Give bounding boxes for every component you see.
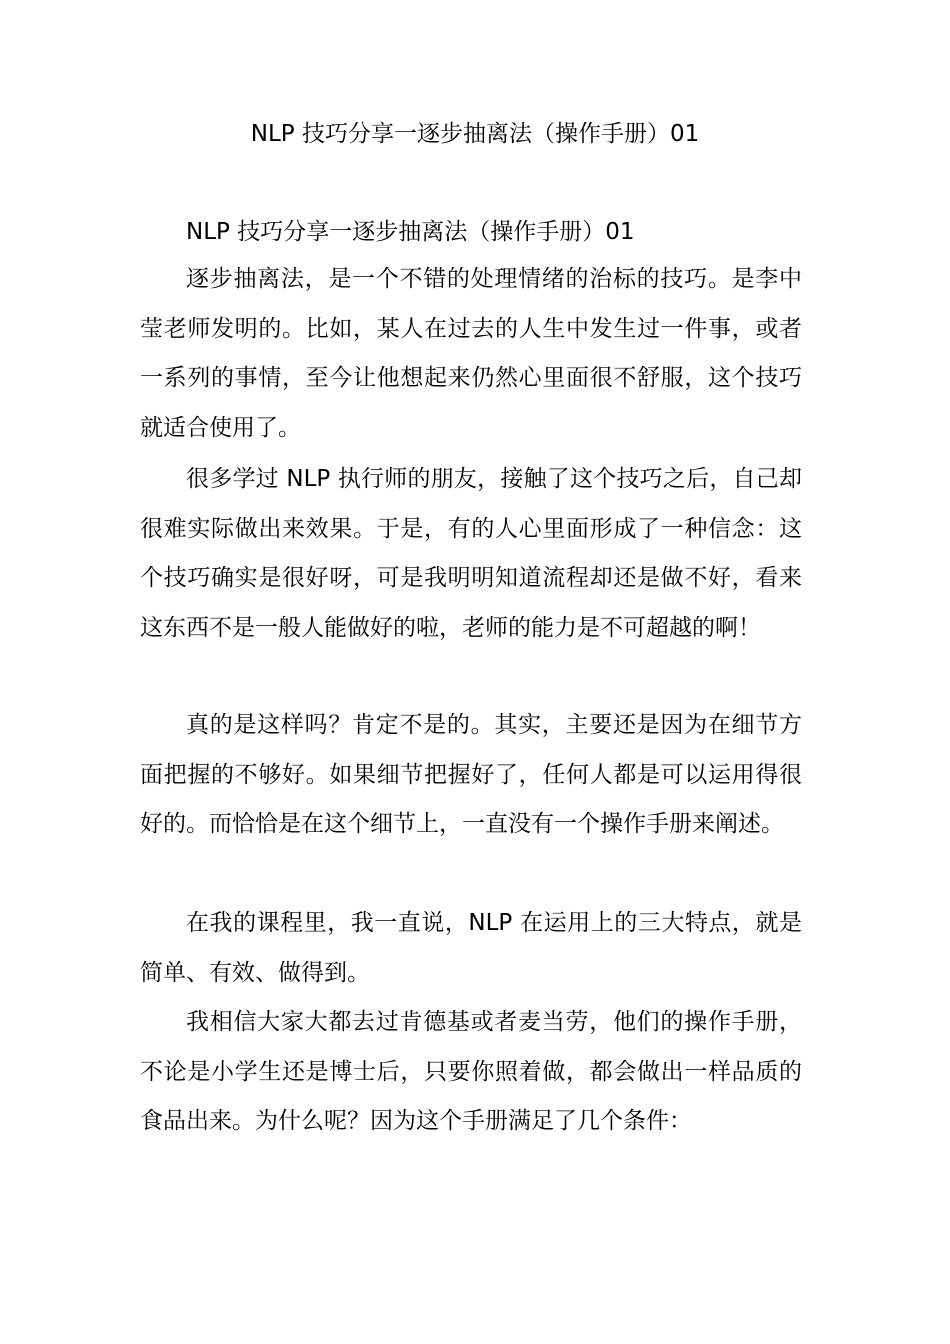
paragraph-4: 在我的课程里，我一直说，NLP 在运用上的三大特点，就是简单、有效、做得到。 bbox=[140, 910, 802, 986]
paragraph-subtitle: NLP 技巧分享一逐步抽离法（操作手册）01 bbox=[186, 219, 635, 245]
paragraph-2: 很多学过 NLP 执行师的朋友，接触了这个技巧之后，自己却很难实际做出来效果。于是，有的人心里面形成了一种信念：这个技巧确实是很好呀，可是我明明知道流程却还是做不好，看来这东西不是一般人能做好的啦，老师的能力是不可超越的啊！ bbox=[140, 466, 802, 641]
paragraph-5: 我相信大家大都去过肯德基或者麦当劳，他们的操作手册，不论是小学生还是博士后，只要你照着做，都会做出一样品质的食品出来。为什么呢？因为这个手册满足了几个条件： bbox=[140, 1009, 802, 1134]
paragraph-1: 逐步抽离法，是一个不错的处理情绪的治标的技巧。是李中莹老师发明的。比如，某人在过去的人生中发生过一件事，或者一系列的事情，至今让他想起来仍然心里面很不舒服，这个技巧就适合使用了。 bbox=[140, 266, 802, 441]
paragraph-3: 真的是这样吗？肯定不是的。其实，主要还是因为在细节方面把握的不够好。如果细节把握好了，任何人都是可以运用得很好的。而恰恰是在这个细节上，一直没有一个操作手册来阐述。 bbox=[140, 712, 802, 837]
document-title: NLP 技巧分享一逐步抽离法（操作手册）01 bbox=[250, 121, 700, 147]
